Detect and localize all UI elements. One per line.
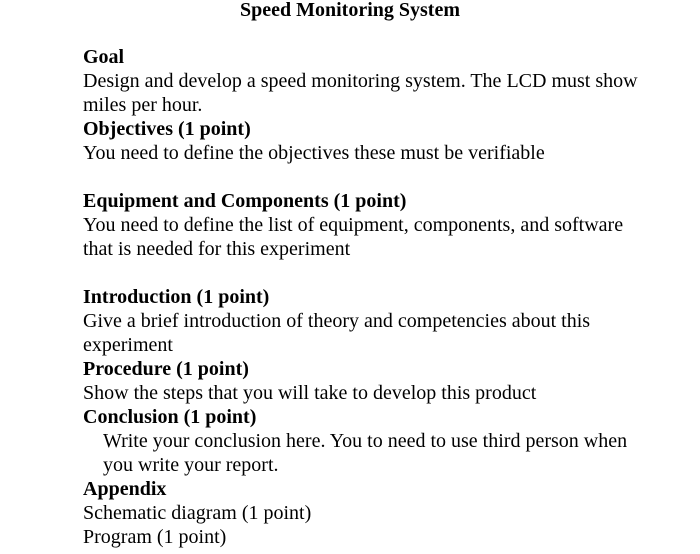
- introduction-heading: Introduction (1 point): [83, 286, 270, 308]
- page-title: Speed Monitoring System: [240, 0, 460, 21]
- section-spacer: [83, 261, 643, 285]
- goal-heading: Goal: [83, 46, 125, 68]
- document-content: [83, 45, 643, 549]
- objectives-heading: Objectives (1 point): [83, 118, 251, 140]
- section-spacer: [83, 165, 643, 189]
- equipment-text: You need to define the list of equipment, components, and software that is needed for this experiment: [83, 214, 624, 260]
- procedure-heading: Procedure (1 point): [83, 358, 249, 380]
- conclusion-heading: Conclusion (1 point): [83, 406, 257, 428]
- procedure-text: Show the steps that you will take to develop this product: [83, 382, 537, 404]
- objectives-text: You need to define the objectives these must be verifiable: [83, 142, 545, 164]
- appendix-item-schematic: Schematic diagram (1 point): [83, 502, 312, 524]
- goal-text: Design and develop a speed monitoring system. The LCD must show miles per hour.: [83, 70, 638, 116]
- equipment-heading: Equipment and Components (1 point): [83, 190, 407, 212]
- appendix-item-program: Program (1 point): [83, 526, 227, 548]
- appendix-heading: Appendix: [83, 478, 167, 500]
- introduction-text: Give a brief introduction of theory and competencies about this experiment: [83, 310, 591, 356]
- conclusion-text: Write your conclusion here. You to need to use third person when you write your report.: [103, 430, 628, 476]
